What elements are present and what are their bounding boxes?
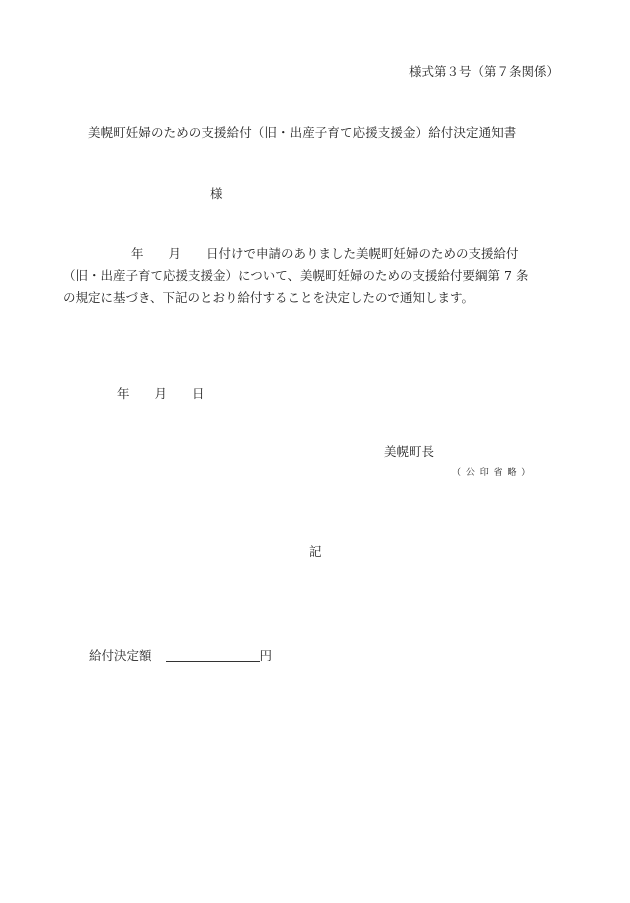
ki-heading: 記 [309, 544, 322, 559]
amount-label: 給付決定額 [89, 647, 152, 663]
form-number: 様式第３号（第７条関係） [409, 64, 560, 79]
body-line-3: の規定に基づき、下記のとおり給付することを決定したので通知します。 [63, 290, 475, 305]
recipient-honorific: 様 [210, 186, 223, 201]
issuer-name: 美幌町長 [384, 444, 435, 459]
body-line-2: （旧・出産子育て応援支援金）について、美幌町妊婦のための支援給付要綱第 7 条 [63, 268, 529, 283]
amount-row [89, 648, 272, 662]
issue-date: 年 月 日 [117, 386, 205, 401]
seal-omitted-note: （ 公 印 省 略 ） [452, 468, 532, 478]
body-paragraph [63, 243, 573, 309]
document-title: 美幌町妊婦のための支援給付（旧・出産子育て応援支援金）給付決定通知書 [88, 125, 517, 140]
amount-blank-field [166, 648, 260, 662]
amount-unit: 円 [259, 647, 273, 663]
body-line-1: 年 月 日付けで申請のありました美幌町妊婦のための支援給付 [131, 246, 519, 261]
